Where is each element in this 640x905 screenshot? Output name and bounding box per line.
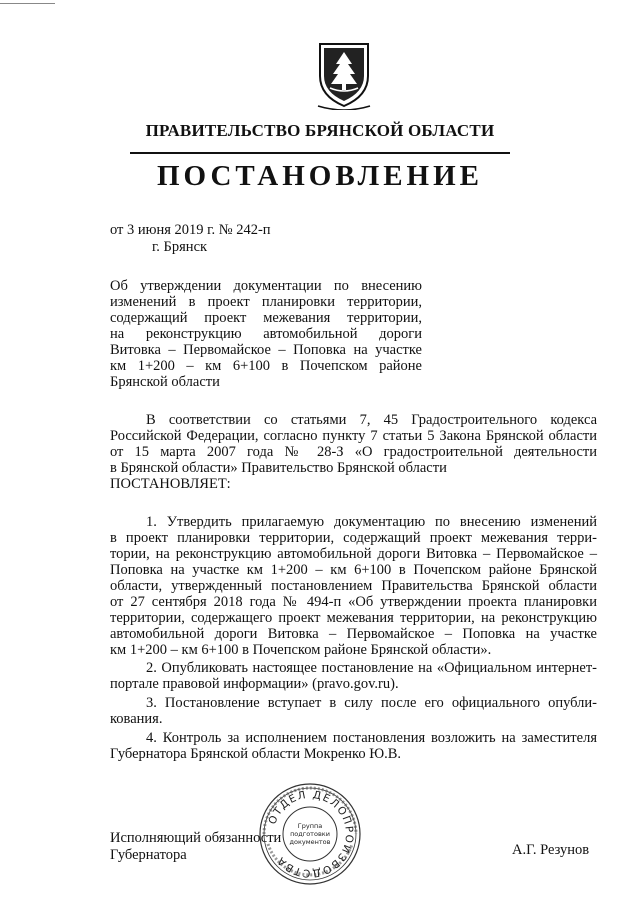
subject-line: Витовка – Первомайское – Поповка на участке [110,342,422,358]
stamp-center-text: подготовки [290,830,330,838]
preamble-line: В соответствии со статьями 7, 45 Градостроительного кодекса [146,412,597,428]
subject-line: Брянской области [110,374,220,390]
header-rule [130,152,510,154]
preamble-line: Российской Федерации, согласно пункту 7 статьи 5 Закона Брянской области [110,428,597,444]
subject-line: км 1+200 – км 6+100 в Почепском районе [110,358,422,374]
signatory-title: Исполняющий обязанности [110,830,282,846]
subject-line: содержащий проект межевания территории, [110,310,422,326]
clause-1-line: 1. Утвердить прилагаемую документацию по внесению изменений [146,514,597,530]
clause-1-line: км 1+200 – км 6+100 в Почепском районе Брянской области». [110,642,492,658]
subject-line: изменений в проект планировки территории, [110,294,422,310]
subject-line: Об утверждении документации по внесению [110,278,422,294]
date-and-number: от 3 июня 2019 г. № 242-п [110,222,271,238]
stamp-center-text: Группа [297,822,323,830]
signatory-title-2: Губернатора [110,847,187,863]
resolves-word: ПОСТАНОВЛЯЕТ: [110,476,231,492]
preamble-line: от 15 марта 2007 года № 28-З «О градостроительной деятельности [110,444,597,460]
document-title: ПОСТАНОВЛЕНИЕ [156,160,483,192]
signatory-name: А.Г. Резунов [512,842,590,858]
clause-4-line: Губернатора Брянской области Мокренко Ю.В. [110,746,402,762]
city: г. Брянск [152,239,208,255]
clause-2-line: портале правовой информации» (pravo.gov.ru). [110,676,399,692]
clause-1-line: Поповка на участке км 1+200 – км 6+100 в Почепском районе Брянской [110,562,597,578]
clause-3-line: кования. [110,711,163,727]
clause-1-line: в проект планировки территории, содержащий проект межевания терри- [110,530,597,546]
clause-1-line: области, утвержденный постановлением Правительства Брянской области [110,578,597,594]
clause-4-line: 4. Контроль за исполнением постановления возложить на заместителя [146,730,597,746]
clause-1-line: территории, содержащего проект межевания территории, на реконструкцию [110,610,597,626]
bryansk-coat-of-arms-emblem [316,38,372,110]
clause-1-line: тории, на реконструкцию автомобильной дороги Витовка – Первомайское – [110,546,597,562]
stamp-ring-text: ОТДЕЛ ДЕЛОПРОИЗВОДСТВА [266,788,356,880]
subject-line: на реконструкцию автомобильной дороги [110,326,422,342]
clause-1-line: от 27 сентября 2018 года № 494-п «Об утверждении проекта планировки [110,594,597,610]
clause-3-line: 3. Постановление вступает в силу после его официального опубли- [146,695,597,711]
top-edge-line [0,3,55,4]
preamble-line: в Брянской области» Правительство Брянской области [110,460,447,476]
clause-2-line: 2. Опубликовать настоящее постановление на «Официальном интернет- [146,660,597,676]
stamp-center-text: документов [289,838,331,846]
government-name: ПРАВИТЕЛЬСТВО БРЯНСКОЙ ОБЛАСТИ [145,121,495,140]
clause-1-line: автомобильной дороги Витовка – Первомайское – Поповка на участке [110,626,597,642]
official-round-stamp [258,782,362,886]
